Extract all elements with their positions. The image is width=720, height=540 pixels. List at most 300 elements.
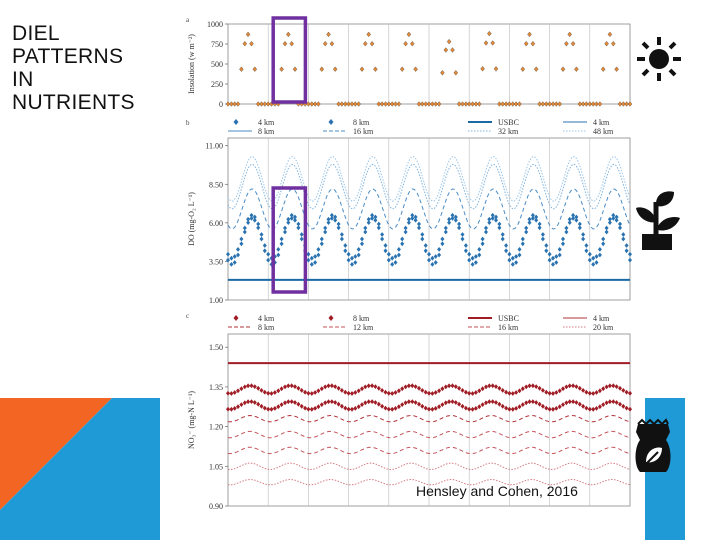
data-point (461, 232, 465, 237)
y-tick-label: 1000 (207, 20, 223, 29)
data-point (447, 39, 451, 44)
data-point (598, 404, 602, 409)
data-point (250, 399, 254, 404)
data-point (380, 388, 384, 393)
data-point (507, 252, 511, 257)
data-point (558, 247, 562, 252)
data-point (507, 407, 511, 412)
data-point (551, 407, 555, 412)
data-point (226, 258, 230, 263)
data-point (554, 406, 558, 411)
data-point (628, 258, 632, 263)
data-point (615, 400, 619, 405)
data-point (601, 237, 605, 242)
data-point (514, 406, 518, 411)
data-point (397, 404, 401, 409)
data-point (514, 260, 518, 265)
data-point (467, 407, 471, 412)
data-point (524, 400, 528, 405)
data-point (434, 406, 438, 411)
legend-label: 32 km (498, 127, 519, 136)
legend-label: USBC (498, 118, 519, 127)
data-point (571, 383, 575, 388)
data-point (407, 217, 411, 222)
y-tick-label: 250 (211, 80, 223, 89)
data-point (360, 402, 364, 407)
data-point (541, 388, 545, 393)
data-point (528, 383, 532, 388)
legend-label: 12 km (353, 323, 374, 332)
data-point (420, 232, 424, 237)
data-point (544, 243, 548, 248)
data-point (424, 243, 428, 248)
data-point (266, 391, 270, 396)
data-point (414, 67, 418, 72)
data-point (574, 384, 578, 389)
data-point (534, 400, 538, 405)
data-point (400, 67, 404, 72)
data-point (390, 407, 394, 412)
data-point (333, 67, 337, 72)
data-point (400, 237, 404, 242)
data-point (501, 404, 505, 409)
data-point (608, 383, 612, 388)
data-point (548, 258, 552, 263)
data-point (283, 226, 287, 231)
data-point (601, 386, 605, 391)
data-point (534, 67, 538, 72)
data-point (253, 400, 257, 405)
data-point (327, 399, 331, 404)
data-point (306, 407, 310, 412)
data-point (487, 399, 491, 404)
data-point (568, 383, 572, 388)
data-point (350, 407, 354, 412)
data-point (531, 399, 535, 404)
legend-marker (329, 119, 334, 125)
data-point (551, 262, 555, 267)
data-point (437, 404, 441, 409)
data-point (464, 243, 468, 248)
data-point (387, 407, 391, 412)
data-point (283, 41, 287, 46)
data-point (601, 67, 605, 72)
data-point (276, 247, 280, 252)
data-point (229, 391, 233, 396)
data-point (551, 391, 555, 396)
data-point (461, 404, 465, 409)
data-point (270, 391, 274, 396)
data-point (404, 41, 408, 46)
legend-label: 48 km (593, 127, 614, 136)
data-point (260, 237, 264, 242)
data-point (628, 391, 632, 396)
data-point (417, 386, 421, 391)
panel-letter: b (186, 119, 190, 127)
data-point (373, 384, 377, 389)
data-point (574, 400, 578, 405)
data-point (501, 388, 505, 393)
data-point (347, 252, 351, 257)
data-point (303, 406, 307, 411)
data-point (340, 232, 344, 237)
data-point (511, 407, 515, 412)
data-point (347, 391, 351, 396)
data-point (370, 41, 374, 46)
data-point (571, 41, 575, 46)
data-point (588, 391, 592, 396)
data-point (430, 391, 434, 396)
data-point (581, 232, 585, 237)
data-point (621, 232, 625, 237)
data-point (440, 241, 444, 246)
data-point (417, 222, 421, 227)
data-point (377, 402, 381, 407)
data-point (404, 385, 408, 390)
data-point (400, 241, 404, 246)
data-point (481, 241, 485, 246)
data-point (353, 406, 357, 411)
data-point (454, 70, 458, 75)
data-point (256, 222, 260, 227)
data-point (290, 41, 294, 46)
data-point (323, 41, 327, 46)
data-point (581, 237, 585, 242)
data-point (521, 237, 525, 242)
data-point (410, 399, 414, 404)
data-point (564, 226, 568, 231)
data-point (564, 385, 568, 390)
data-point (300, 237, 304, 242)
data-point (484, 400, 488, 405)
data-point (387, 252, 391, 257)
data-point (591, 407, 595, 412)
y-tick-label: 1.50 (209, 343, 223, 353)
data-point (373, 400, 377, 405)
data-point (377, 222, 381, 227)
data-point (256, 386, 260, 391)
data-point (440, 237, 444, 242)
data-point (564, 400, 568, 405)
data-point (333, 400, 337, 405)
data-point (280, 241, 284, 246)
data-point (430, 407, 434, 412)
y-tick-label: 1.20 (209, 422, 223, 432)
data-point (260, 388, 264, 393)
data-point (497, 386, 501, 391)
data-point (584, 248, 588, 253)
data-point (236, 102, 240, 107)
data-point (290, 399, 294, 404)
data-point (461, 388, 465, 393)
data-point (370, 399, 374, 404)
data-point (511, 262, 515, 267)
data-point (605, 41, 609, 46)
data-point (300, 404, 304, 409)
data-point (561, 386, 565, 391)
data-point (444, 385, 448, 390)
legend-label: USBC (498, 314, 519, 323)
data-point (571, 399, 575, 404)
data-point (608, 217, 612, 222)
data-point (618, 386, 622, 391)
data-point (270, 407, 274, 412)
data-point (360, 386, 364, 391)
data-point (320, 402, 324, 407)
data-point (564, 41, 568, 46)
data-point (343, 406, 347, 411)
data-point (266, 258, 270, 263)
data-point (494, 66, 498, 71)
data-point (447, 217, 451, 222)
data-point (611, 383, 615, 388)
data-point (524, 41, 528, 46)
data-point (320, 241, 324, 246)
slide-title (12, 22, 135, 114)
data-point (608, 399, 612, 404)
data-point (584, 243, 588, 248)
data-point (618, 222, 622, 227)
data-point (327, 32, 331, 37)
data-point (611, 399, 615, 404)
plant-icon (634, 190, 684, 252)
data-point (618, 402, 622, 407)
data-point (518, 388, 522, 393)
data-point (286, 399, 290, 404)
data-point (296, 222, 300, 227)
data-point (541, 232, 545, 237)
data-point (467, 252, 471, 257)
data-point (451, 399, 455, 404)
data-point (283, 400, 287, 405)
data-point (330, 383, 334, 388)
data-point (330, 41, 334, 46)
y-tick-label: 750 (211, 40, 223, 49)
data-point (363, 226, 367, 231)
data-point (608, 32, 612, 37)
data-point (467, 391, 471, 396)
data-point (394, 406, 398, 411)
data-point (538, 402, 542, 407)
data-point (481, 402, 485, 407)
data-point (497, 402, 501, 407)
data-point (353, 390, 357, 395)
data-point (595, 260, 599, 265)
data-point (518, 253, 522, 258)
y-axis-label: DO (mg-O₂ L⁻¹) (187, 192, 196, 246)
data-point (474, 390, 478, 395)
data-point (598, 102, 602, 107)
data-point (427, 407, 431, 412)
legend-label: 4 km (593, 118, 610, 127)
data-point (384, 248, 388, 253)
data-point (276, 388, 280, 393)
data-point (528, 32, 532, 37)
data-point (260, 404, 264, 409)
data-point (588, 407, 592, 412)
data-point (380, 404, 384, 409)
data-point (357, 388, 361, 393)
data-point (226, 407, 230, 412)
data-point (229, 262, 233, 267)
data-point (444, 226, 448, 231)
data-point (397, 102, 401, 107)
data-point (625, 243, 629, 248)
data-point (437, 388, 441, 393)
data-point (464, 406, 468, 411)
data-point (250, 383, 254, 388)
y-tick-label: 11.00 (205, 141, 223, 151)
data-point (367, 32, 371, 37)
data-point (504, 390, 508, 395)
data-point (518, 102, 522, 107)
data-point (236, 247, 240, 252)
data-point (404, 400, 408, 405)
data-point (290, 383, 294, 388)
data-point (561, 241, 565, 246)
data-point (286, 32, 290, 37)
data-point (538, 386, 542, 391)
data-point (306, 391, 310, 396)
data-point (477, 388, 481, 393)
data-point (243, 385, 247, 390)
data-point (357, 102, 361, 107)
data-point (400, 386, 404, 391)
data-point (350, 262, 354, 267)
data-point (417, 402, 421, 407)
data-point (407, 399, 411, 404)
data-point (316, 253, 320, 258)
data-point (350, 391, 354, 396)
data-point (501, 232, 505, 237)
data-point (447, 399, 451, 404)
data-point (591, 391, 595, 396)
data-point (591, 262, 595, 267)
data-point (360, 67, 364, 72)
y-axis-label: NO₃⁻ (mg-N L⁻¹) (187, 390, 196, 450)
data-point (280, 237, 284, 242)
data-point (471, 391, 475, 396)
data-point (353, 260, 357, 265)
legend-marker (234, 315, 239, 321)
data-point (477, 247, 481, 252)
sun-icon (636, 36, 682, 82)
data-point (333, 384, 337, 389)
y-tick-label: 8.50 (209, 180, 223, 190)
data-point (323, 385, 327, 390)
data-point (437, 247, 441, 252)
data-point (243, 400, 247, 405)
data-point (440, 402, 444, 407)
data-point (595, 390, 599, 395)
legend-label: 4 km (593, 314, 610, 323)
data-point (239, 241, 243, 246)
data-point (424, 390, 428, 395)
data-point (451, 383, 455, 388)
legend-label: 16 km (498, 323, 519, 332)
data-point (400, 402, 404, 407)
data-point (337, 402, 341, 407)
data-point (484, 385, 488, 390)
data-point (491, 41, 495, 46)
data-point (558, 102, 562, 107)
y-tick-label: 3.50 (209, 257, 223, 267)
data-point (568, 217, 572, 222)
data-point (337, 222, 341, 227)
data-point (236, 253, 240, 258)
data-point (581, 404, 585, 409)
data-point (367, 383, 371, 388)
data-point (491, 383, 495, 388)
data-point (226, 391, 230, 396)
data-point (256, 402, 260, 407)
y-tick-label: 1.35 (209, 382, 223, 392)
data-point (561, 237, 565, 242)
data-point (343, 248, 347, 253)
fertilizer-bag-icon (630, 418, 676, 474)
data-point (601, 241, 605, 246)
data-point (507, 391, 511, 396)
legend-label: 4 km (258, 118, 275, 127)
data-point (437, 253, 441, 258)
data-point (561, 402, 565, 407)
data-point (595, 406, 599, 411)
data-point (424, 406, 428, 411)
data-point (451, 48, 455, 53)
y-tick-label: 1.05 (209, 462, 223, 472)
data-point (548, 407, 552, 412)
data-point (243, 226, 247, 231)
data-point (384, 243, 388, 248)
title-line: IN (12, 68, 34, 91)
data-point (380, 237, 384, 242)
data-point (481, 237, 485, 242)
data-point (410, 383, 414, 388)
data-point (390, 262, 394, 267)
data-point (229, 407, 233, 412)
data-point (528, 217, 532, 222)
data-point (316, 247, 320, 252)
data-point (414, 384, 418, 389)
data-point (568, 32, 572, 37)
data-point (427, 258, 431, 263)
data-point (420, 388, 424, 393)
data-point (487, 31, 491, 36)
data-point (263, 248, 267, 253)
data-point (407, 32, 411, 37)
data-point (330, 399, 334, 404)
data-point (310, 407, 314, 412)
data-point (303, 390, 307, 395)
data-point (250, 41, 254, 46)
data-point (266, 252, 270, 257)
data-point (605, 385, 609, 390)
data-point (390, 391, 394, 396)
legend-label: 8 km (353, 118, 370, 127)
data-point (504, 248, 508, 253)
legend-label: 8 km (353, 314, 370, 323)
data-point (494, 384, 498, 389)
data-point (384, 390, 388, 395)
data-point (558, 388, 562, 393)
data-point (598, 253, 602, 258)
data-point (474, 406, 478, 411)
data-point (440, 70, 444, 75)
data-point (293, 400, 297, 405)
data-point (521, 386, 525, 391)
y-tick-label: 0 (219, 100, 223, 109)
legend-label: 8 km (258, 323, 275, 332)
